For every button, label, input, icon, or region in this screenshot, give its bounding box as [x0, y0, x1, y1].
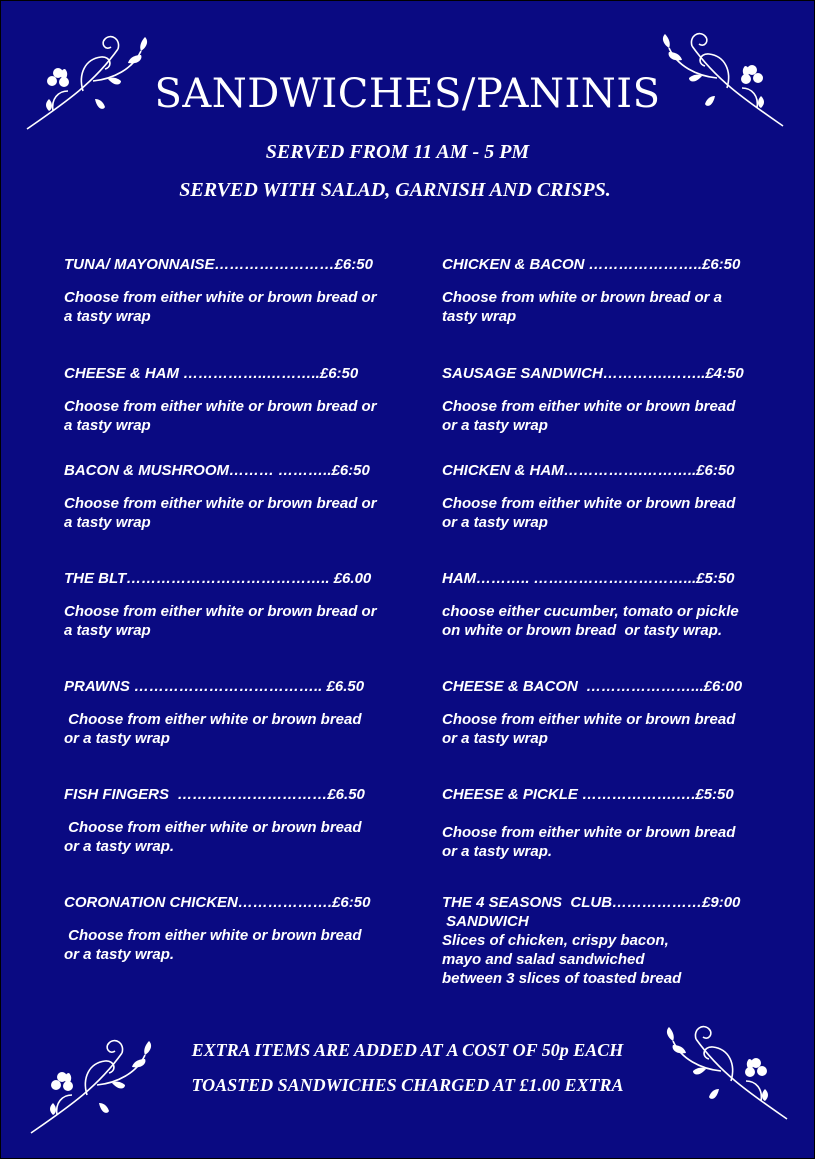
menu-item — [442, 256, 792, 326]
toasted-note: TOASTED SANDWICHES CHARGED AT £1.00 EXTRA — [191, 1075, 624, 1095]
extra-items-note: EXTRA ITEMS ARE ADDED AT A COST OF 50p EACH — [191, 1040, 624, 1060]
menu-item-description: Choose from either white or brown bread or a tasty wrap — [64, 289, 377, 325]
menu-item-name: CHEESE & PICKLE ……………….….£5:50 — [442, 786, 734, 803]
menu-item — [64, 786, 414, 856]
menu-item — [442, 894, 792, 988]
menu-item-description: Choose from white or brown bread or a tasty wrap — [442, 289, 723, 325]
menu-item-name: CHEESE & HAM ……………..………..£6:50 — [64, 365, 359, 382]
menu-item — [442, 678, 792, 748]
menu-item — [64, 570, 414, 640]
menu-item — [442, 462, 792, 532]
menu-item — [64, 462, 414, 532]
page-title: SANDWICHES/PANINIS — [154, 71, 661, 117]
menu-item-name: CHICKEN & BACON …………………..£6:50 — [442, 256, 741, 273]
menu-item — [64, 256, 414, 326]
menu-item-name: FISH FINGERS …………………………£6.50 — [64, 786, 365, 803]
floral-ornament-icon — [661, 1019, 791, 1124]
menu-item-name: CHEESE & BACON …………………...£6:00 — [442, 678, 743, 695]
menu-item — [64, 365, 414, 435]
menu-item-name: THE 4 SEASONS CLUB………………£9:00 — [442, 894, 741, 911]
menu-item-name: PRAWNS ……………………………….. £6.50 — [64, 678, 365, 695]
menu-item-name: CORONATION CHICKEN……………….£6:50 — [64, 894, 371, 911]
serving-hours: SERVED FROM 11 AM - 5 PM — [265, 141, 530, 163]
menu-item-description: choose either cucumber, tomato or pickle on white or brown bread or tasty wrap. — [442, 603, 739, 639]
menu-item-name: CHICKEN & HAM…………….………..£6:50 — [442, 462, 735, 479]
menu-item-description: Choose from either white or brown bread or a tasty wrap — [64, 711, 362, 747]
menu-item — [442, 786, 792, 861]
menu-item — [64, 678, 414, 748]
menu-item-description: Choose from either white or brown bread or a tasty wrap — [64, 603, 377, 639]
menu-item-description: Choose from either white or brown bread or a tasty wrap. — [64, 819, 362, 855]
menu-item-description: Choose from either white or brown bread or a tasty wrap — [442, 398, 736, 434]
menu-item-description: Choose from either white or brown bread or a tasty wrap — [442, 495, 736, 531]
menu-item — [64, 894, 414, 964]
menu-item — [442, 570, 792, 640]
menu-item-description: SANDWICH Slices of chicken, crispy bacon, mayo and salad sandwiched between 3 slices of toasted bread — [442, 913, 682, 987]
menu-item-description: Choose from either white or brown bread or a tasty wrap. — [442, 824, 736, 860]
menu-item-name: TUNA/ MAYONNAISE……………………£6:50 — [64, 256, 373, 273]
menu-item-name: THE BLT………………………………….. £6.00 — [64, 570, 372, 587]
menu-item-description: Choose from either white or brown bread or a tasty wrap — [442, 711, 736, 747]
menu-item-description: Choose from either white or brown bread or a tasty wrap. — [64, 927, 362, 963]
menu-item-name: SAUSAGE SANDWICH………….……..£4:50 — [442, 365, 744, 382]
menu-item-name: HAM……….. …………………………...£5:50 — [442, 570, 735, 587]
served-with-note: SERVED WITH SALAD, GARNISH AND CRISPS. — [179, 179, 611, 201]
menu-item-description: Choose from either white or brown bread or a tasty wrap — [64, 398, 377, 434]
menu-item — [442, 365, 792, 435]
menu-item-description: Choose from either white or brown bread or a tasty wrap — [64, 495, 377, 531]
menu-item-name: BACON & MUSHROOM……… ………..£6:50 — [64, 462, 370, 479]
